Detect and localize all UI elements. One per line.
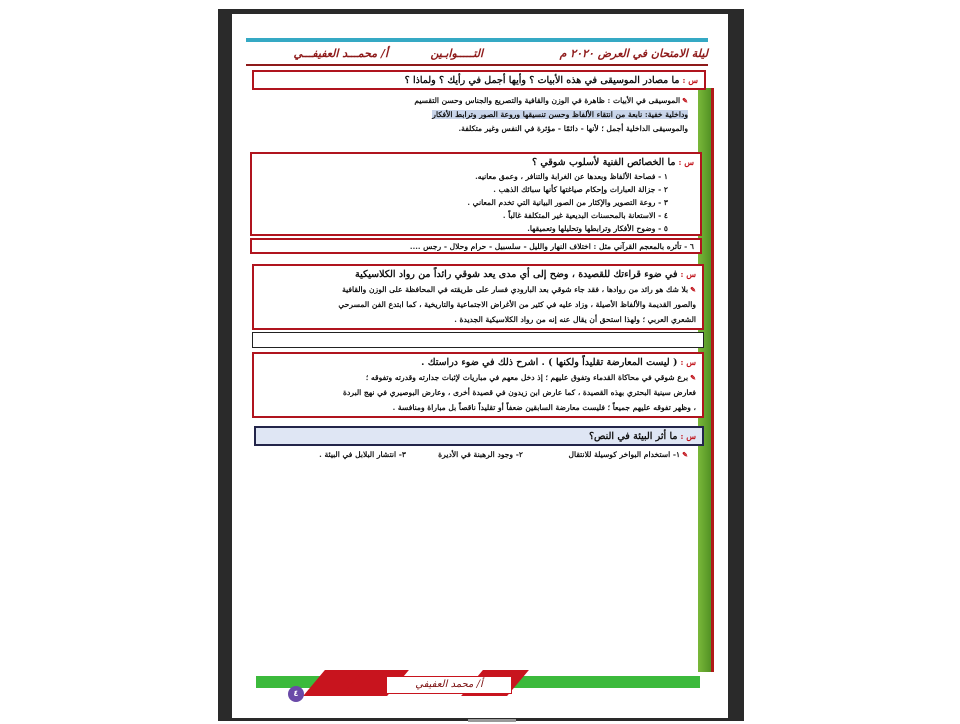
document-page bbox=[232, 14, 728, 718]
q3-line-2: والصور القديمة والألفاظ الأصيلة ، وزاد عليه في كثير من الأغراض الاجتماعية والتاريخية ، كما ابتدع الفن المسرحي bbox=[338, 300, 696, 309]
q3-line-1: ✎بلا شك هو رائد من روادها ، فقد جاء شوقي بعد البارودي فسار على طريقته في المحافظة على الوزن والقافية bbox=[342, 285, 696, 294]
question-1-text: ما مصادر الموسيقى في هذه الأبيات ؟ وأيها أجمل في رأيك ؟ ولماذا ؟ bbox=[404, 75, 680, 86]
question-5-text: ما أثر البيئة في النص؟ bbox=[588, 431, 678, 442]
question-2-text: ما الخصائص الفنية لأسلوب شوقي ؟ bbox=[531, 157, 676, 168]
question-marker: س : bbox=[680, 269, 696, 279]
pen-icon: ✎ bbox=[690, 373, 696, 382]
question-marker: س : bbox=[680, 431, 696, 441]
q2-line-1: ١ - فصاحة الألفاظ وبعدها عن الغرابة والتنافر ، وعمق معانيه. bbox=[475, 172, 668, 181]
q1-answer-line-2: وداخلية خفية: نابعة من انتقاء الألفاظ وحسن تنسيقها وروعة الصور وترابط الأفكار bbox=[432, 110, 688, 119]
question-5-box bbox=[254, 426, 704, 446]
question-4-text: ( ليست المعارضة تقليداً ولكنها ) . اشرح ذلك في ضوء دراستك . bbox=[421, 357, 678, 368]
page-header bbox=[250, 47, 708, 63]
q4-line-3: ، وظهر تفوقه عليهم جميعاً ؛ فليست معارضة السابقين ضعفاً أو تقليداً ناقصاً بل مباراة ومنافسة . bbox=[392, 403, 696, 412]
q5-item-2: ٢- وجود الرهبنة في الأديرة bbox=[438, 450, 523, 459]
top-rule bbox=[246, 38, 708, 42]
question-marker: س : bbox=[678, 157, 694, 167]
pen-icon: ✎ bbox=[682, 96, 688, 105]
q1-answer-line-1: ✎الموسيقى في الأبيات : ظاهرة في الوزن والقافية والتصريع والجناس وحسن التقسيم bbox=[414, 96, 688, 105]
q4-line-1: ✎برع شوقي في محاكاة القدماء وتفوق عليهم ؛ إذ دخل معهم في مباريات لإثبات جدارته وقدرته وتفوقه ؛ bbox=[365, 373, 696, 382]
horizontal-scrollbar[interactable] bbox=[468, 719, 516, 722]
header-rule bbox=[246, 64, 708, 66]
q2-line-4: ٤ - الاستعانة بالمحسنات البديعية غير المتكلفة غالباً . bbox=[502, 211, 668, 220]
q3-line-3: الشعري العربي ؛ ولهذا استحق أن يقال عنه إنه من رواد الكلاسيكية الجديدة . bbox=[454, 315, 696, 324]
q2-line-2: ٢ - جزالة العبارات وإحكام صياغتها كأنها سبائك الذهب . bbox=[493, 185, 668, 194]
question-3-text: في ضوء قراءتك للقصيدة ، وضح إلى أي مدى يعد شوقي رائداً من رواد الكلاسيكية bbox=[355, 269, 678, 280]
q2-line-3: ٣ - روعة التصوير والإكثار من الصور البيانية التي تخدم المعاني . bbox=[467, 198, 668, 207]
q2-line-6: ٦ - تأثره بالمعجم القرآني مثل : اختلاف النهار والليل - سلسبيل - حرام وحلال - رجس .... bbox=[409, 242, 694, 251]
q5-item-1: ✎١- استخدام البواخر كوسيلة للانتقال bbox=[568, 450, 688, 459]
header-author: أ/ محمـــد العفيفـــي bbox=[293, 47, 388, 60]
page-number-badge: ٤ bbox=[288, 686, 304, 702]
empty-answer-box bbox=[252, 332, 704, 348]
footer-author-name: أ/ محمد العفيفي bbox=[386, 676, 512, 694]
pen-icon: ✎ bbox=[682, 450, 688, 459]
question-marker: س : bbox=[682, 75, 698, 85]
red-side-bar bbox=[711, 88, 714, 672]
q2-line-6-box bbox=[250, 238, 702, 254]
header-unit: التـــــوابـين bbox=[430, 47, 483, 60]
question-marker: س : bbox=[680, 357, 696, 367]
header-title: ليلة الامتحان في العرض ٢٠٢٠ م bbox=[559, 47, 708, 60]
q4-line-2: فعارض سينية البحتري بهذه القصيدة ، كما عارض ابن زيدون في قصيدة أخرى ، وعارض البوصيري في نهج البردة bbox=[343, 388, 696, 397]
pen-icon: ✎ bbox=[690, 285, 696, 294]
q5-item-3: ٣- انتشار البلابل في البيئة . bbox=[319, 450, 406, 459]
question-1-box bbox=[252, 70, 706, 90]
q2-line-5: ٥ - وضوح الأفكار وترابطها وتحليلها وتعميقها. bbox=[527, 224, 668, 233]
q1-answer-line-3: والموسيقى الداخلية أجمل ؛ لأنها - دائمًا - مؤثرة في النفس وغير متكلفة. bbox=[458, 124, 688, 133]
